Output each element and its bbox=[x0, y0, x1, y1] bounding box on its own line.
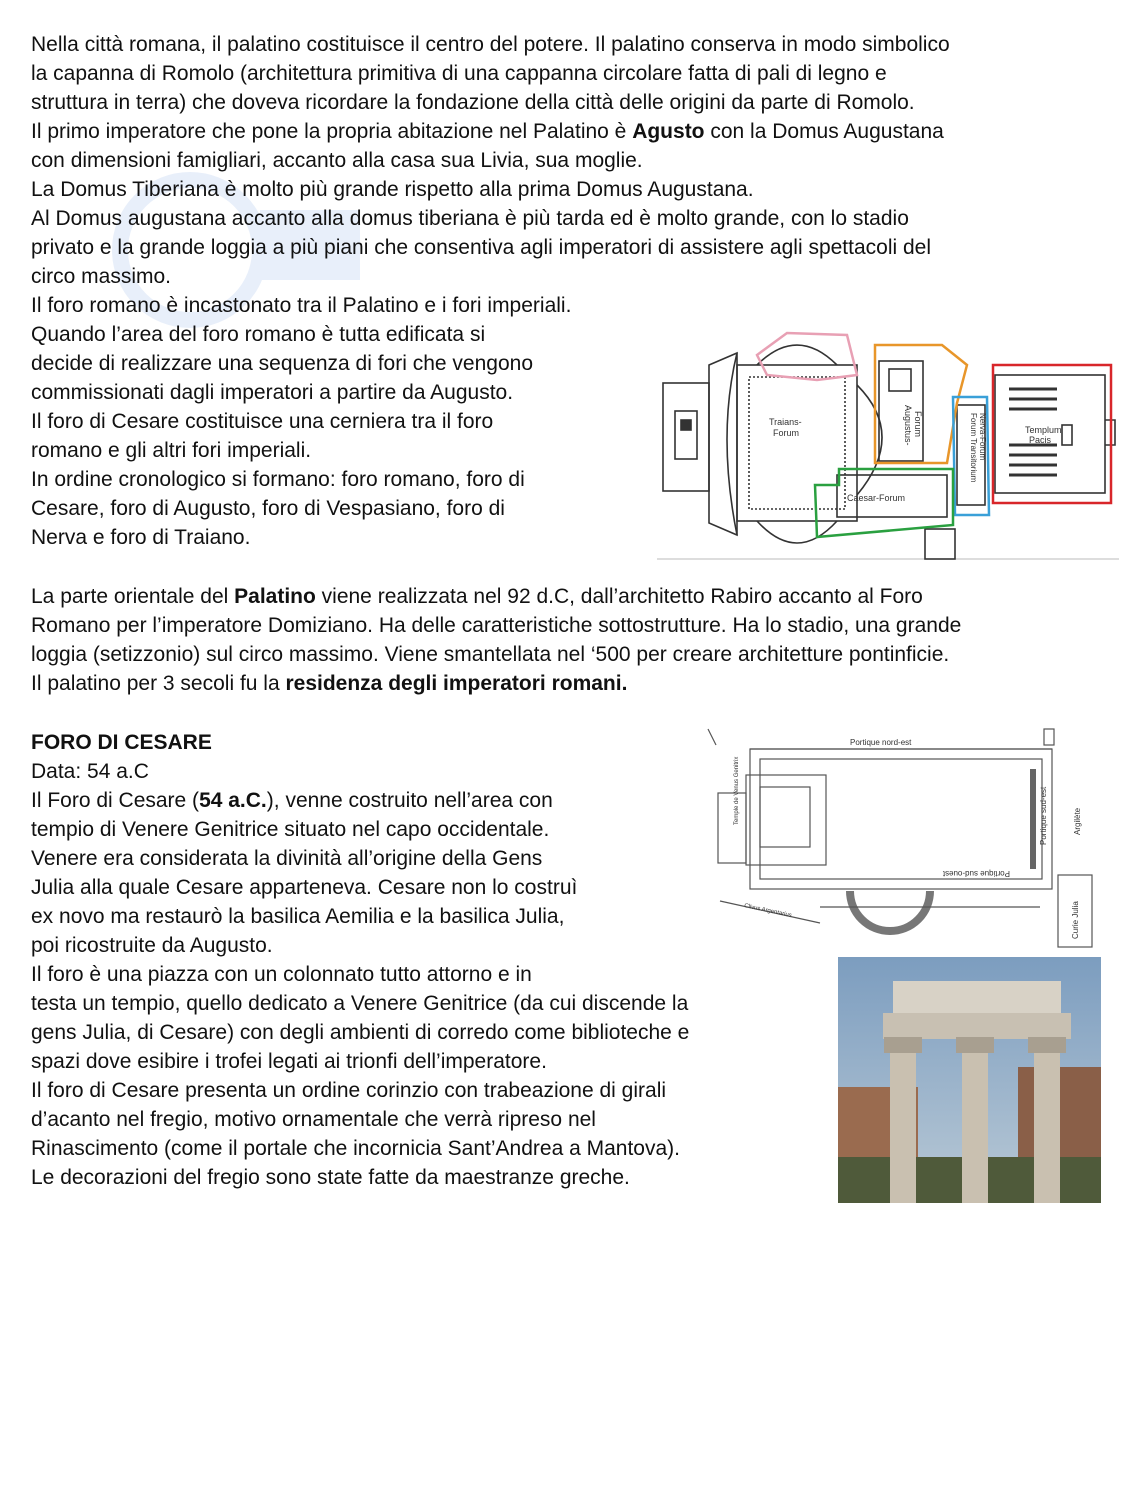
intro-line: La Domus Tiberiana è molto più grande rispetto alla prima Domus Augustana. bbox=[31, 178, 754, 201]
fori-line: decide di realizzare una sequenza di fori che vengono bbox=[31, 352, 534, 375]
plan-label-argilete: Argilète bbox=[1073, 807, 1082, 835]
palatino-paragraph bbox=[31, 582, 961, 698]
cesare-line: poi ricostruite da Augusto. bbox=[31, 934, 273, 957]
palatino-line bbox=[31, 669, 961, 698]
plan-label-portique-ne: Portique nord-est bbox=[850, 738, 912, 747]
palatino-line: loggia (setizzonio) sul circo massimo. Viene smantellata nel ‘500 per creare architetture pontinficie. bbox=[31, 643, 950, 666]
fori-line: commissionati dagli imperatori a partire da Augusto. bbox=[31, 381, 514, 404]
intro-line bbox=[31, 117, 950, 146]
text-run: Il palatino per 3 secoli fu la bbox=[31, 672, 286, 695]
imperial-fora-map bbox=[657, 325, 1119, 561]
text-run: con la Domus Augustana bbox=[704, 120, 944, 143]
fori-line: Nerva e foro di Traiano. bbox=[31, 526, 251, 549]
cesare-line: Il foro di Cesare presenta un ordine corinzio con trabeazione di girali bbox=[31, 1079, 667, 1102]
intro-line: circo massimo. bbox=[31, 265, 172, 288]
map-label-caesar: Caesar-Forum bbox=[847, 493, 906, 503]
plan-label-clivus: Clivus Argentarius bbox=[743, 903, 793, 920]
cesare-date: Data: 54 a.C bbox=[31, 760, 149, 783]
plan-label-temple: Temple de Venus Genitrix bbox=[734, 756, 740, 825]
fori-line: romano e gli altri fori imperiali. bbox=[31, 439, 312, 462]
intro-line: privato e la grande loggia a più piani che consentiva agli imperatori di assistere agli spettacoli del bbox=[31, 236, 932, 259]
map-label-augustus: Augustus- bbox=[903, 405, 913, 446]
intro-line: con dimensioni famigliari, accanto alla casa sua Livia, sua moglie. bbox=[31, 149, 643, 172]
plan-label-portique-se: Portique sud-est bbox=[1039, 786, 1048, 845]
text-run: ), venne costruito nell’area con bbox=[266, 789, 553, 812]
fori-line: Quando l’area del foro romano è tutta edificata si bbox=[31, 323, 486, 346]
cesare-line: testa un tempio, quello dedicato a Venere Genitrice (da cui discende la bbox=[31, 992, 689, 1015]
text-run: Il Foro di Cesare ( bbox=[31, 789, 200, 812]
map-label-forum: Forum bbox=[913, 411, 923, 438]
plan-label-portique-so: Portique sud-ouest bbox=[942, 869, 1010, 878]
cesare-line: gens Julia, di Cesare) con degli ambienti di corredo come biblioteche e bbox=[31, 1021, 690, 1044]
text-run: viene realizzata nel 92 d.C, dall’architetto Rabiro accanto al Foro bbox=[315, 585, 923, 608]
bold-term: 54 a.C. bbox=[199, 789, 267, 812]
cesare-line bbox=[31, 786, 689, 815]
cesare-section bbox=[31, 728, 689, 1192]
map-label-nerva-forum: Nerva-Forum bbox=[978, 413, 987, 461]
fori-line: In ordine cronologico si formano: foro romano, foro di bbox=[31, 468, 525, 491]
intro-line: struttura in terra) che doveva ricordare la fondazione della città delle origini da parte di Romolo. bbox=[31, 91, 915, 114]
intro-line: Il foro romano è incastonato tra il Palatino e i fori imperiali. bbox=[31, 294, 572, 317]
map-label-nerva: Forum Transitorium bbox=[969, 413, 978, 483]
section-heading: FORO DI CESARE bbox=[31, 731, 212, 754]
caesar-forum-plan bbox=[700, 715, 1096, 951]
bold-term: Agusto bbox=[632, 120, 705, 143]
fori-line: Cesare, foro di Augusto, foro di Vespasiano, foro di bbox=[31, 497, 505, 520]
palatino-line: Romano per l’imperatore Domiziano. Ha delle caratteristiche sottostrutture. Ha lo stadio, una grande bbox=[31, 614, 962, 637]
text-run: Il primo imperatore che pone la propria abitazione nel Palatino è bbox=[31, 120, 633, 143]
cesare-line: Il foro è una piazza con un colonnato tutto attorno e in bbox=[31, 963, 532, 986]
map-label-forum: Forum bbox=[773, 428, 800, 438]
cesare-line: d’acanto nel fregio, motivo ornamentale che verrà ripreso nel bbox=[31, 1108, 596, 1131]
cesare-line: Venere era considerata la divinità all’origine della Gens bbox=[31, 847, 543, 870]
fori-paragraph bbox=[31, 320, 533, 552]
cesare-line: Julia alla quale Cesare apparteneva. Cesare non lo costruì bbox=[31, 876, 578, 899]
intro-line: la capanna di Romolo (architettura primitiva di una cappanna circolare fatta di pali di legno e bbox=[31, 62, 887, 85]
fori-line: Il foro di Cesare costituisce una cerniera tra il foro bbox=[31, 410, 494, 433]
temple-photo bbox=[838, 957, 1101, 1203]
bold-term: residenza degli imperatori romani. bbox=[285, 672, 628, 695]
map-label-templum: Templum bbox=[1025, 425, 1062, 435]
intro-line: Al Domus augustana accanto alla domus tiberiana è più tarda ed è molto grande, con lo stadio bbox=[31, 207, 909, 230]
plan-label-curie: Curie Julia bbox=[1071, 901, 1080, 939]
map-label-pacis: Pacis bbox=[1029, 435, 1052, 445]
intro-line: Nella città romana, il palatino costituisce il centro del potere. Il palatino conserva in modo simbolico bbox=[31, 33, 950, 56]
cesare-line: ex novo ma restaurò la basilica Aemilia e la basilica Julia, bbox=[31, 905, 565, 928]
intro-paragraph bbox=[31, 30, 950, 320]
cesare-line: Rinascimento (come il portale che incornicia Sant’Andrea a Mantova). bbox=[31, 1137, 680, 1160]
cesare-line: tempio di Venere Genitrice situato nel capo occidentale. bbox=[31, 818, 550, 841]
text-run: La parte orientale del bbox=[31, 585, 235, 608]
cesare-line: Le decorazioni del fregio sono state fatte da maestranze greche. bbox=[31, 1166, 630, 1189]
palatino-line bbox=[31, 582, 961, 611]
cesare-line: spazi dove esibire i trofei legati ai trionfi dell’imperatore. bbox=[31, 1050, 547, 1073]
map-label-traians: Traians- bbox=[769, 417, 802, 427]
bold-term: Palatino bbox=[234, 585, 316, 608]
